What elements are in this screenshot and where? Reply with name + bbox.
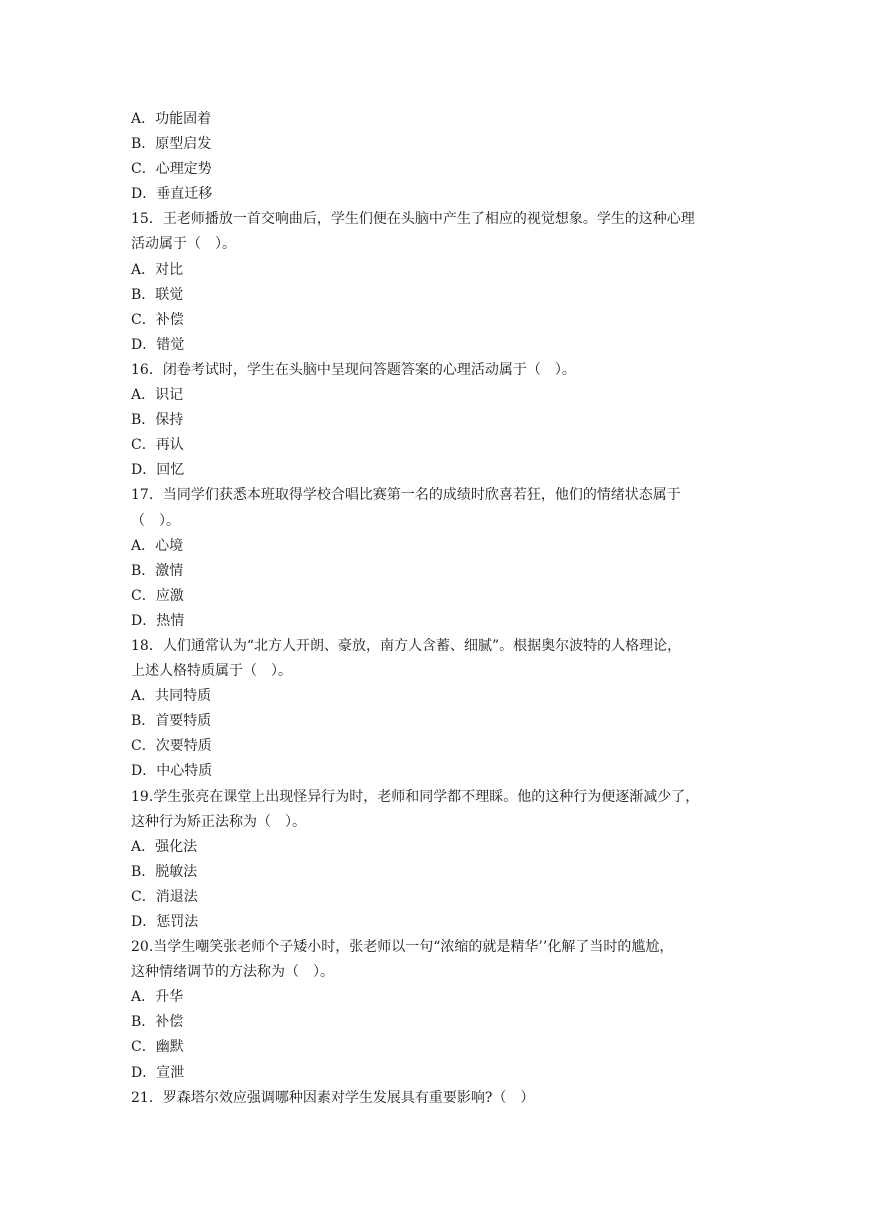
option-line: B．激情 bbox=[131, 562, 184, 579]
option-line: D．宣泄 bbox=[131, 1064, 185, 1081]
option-line: C．次要特质 bbox=[131, 738, 212, 755]
option-line: D．回忆 bbox=[131, 462, 185, 479]
option-line: B．首要特质 bbox=[131, 713, 212, 730]
option-line: B．原型启发 bbox=[131, 136, 212, 153]
option-line: C．补偿 bbox=[131, 311, 184, 328]
option-line: D．中心特质 bbox=[131, 763, 213, 780]
option-line: A．强化法 bbox=[131, 838, 198, 855]
option-line: B．联觉 bbox=[131, 286, 184, 303]
option-line: D．惩罚法 bbox=[131, 914, 199, 930]
option-line: A．功能固着 bbox=[131, 111, 212, 127]
option-line: A．升华 bbox=[131, 989, 184, 1006]
question-stem: 这种行为矫正法称为（ ）。 bbox=[131, 813, 306, 830]
question-stem: 21．罗森塔尔效应强调哪种因素对学生发展具有重要影响?（ ） bbox=[131, 1089, 535, 1106]
question-stem: 15．王老师播放一首交响曲后，学生们便在头脑中产生了相应的视觉想象。学生的这种心理 bbox=[131, 211, 695, 228]
question-stem: 20.当学生嘲笑张老师个子矮小时，张老师以一句“浓缩的就是精华’’化解了当时的尴尬， bbox=[131, 939, 674, 956]
question-stem: 这种情绪调节的方法称为（ ）。 bbox=[131, 964, 334, 981]
question-stem: 17．当同学们获悉本班取得学校合唱比赛第一名的成绩时欣喜若狂，他们的情绪状态属于 bbox=[131, 487, 681, 504]
option-line: C．心理定势 bbox=[131, 161, 212, 178]
question-stem: （ ）。 bbox=[131, 512, 180, 529]
question-stem: 18．人们通常认为“北方人开朗、豪放，南方人含蓄、细腻”。根据奥尔波特的人格理论， bbox=[131, 637, 682, 654]
option-line: D．垂直迁移 bbox=[131, 186, 213, 203]
question-stem: 上述人格特质属于（ ）。 bbox=[131, 663, 292, 680]
question-stem: 16．闭卷考试时，学生在头脑中呈现问答题答案的心理活动属于（ ）。 bbox=[131, 361, 576, 378]
option-line: B．脱敏法 bbox=[131, 863, 198, 880]
question-stem: 19.学生张亮在课堂上出现怪异行为时，老师和同学都不理睬。他的这种行为便逐渐减少了， bbox=[131, 788, 700, 805]
option-line: A．共同特质 bbox=[131, 688, 212, 705]
option-line: A．对比 bbox=[131, 261, 184, 278]
option-line: B．保持 bbox=[131, 412, 184, 429]
option-line: C．幽默 bbox=[131, 1039, 184, 1056]
option-line: D．热情 bbox=[131, 612, 185, 629]
option-line: C．应激 bbox=[131, 587, 184, 604]
option-line: A．识记 bbox=[131, 387, 184, 404]
option-line: A．心境 bbox=[131, 537, 184, 554]
question-stem: 活动属于（ ）。 bbox=[131, 236, 236, 253]
option-line: C．消退法 bbox=[131, 888, 198, 905]
option-line: B．补偿 bbox=[131, 1014, 184, 1031]
option-line: D．错觉 bbox=[131, 336, 185, 353]
option-line: C．再认 bbox=[131, 437, 184, 454]
question-list bbox=[131, 107, 743, 1111]
